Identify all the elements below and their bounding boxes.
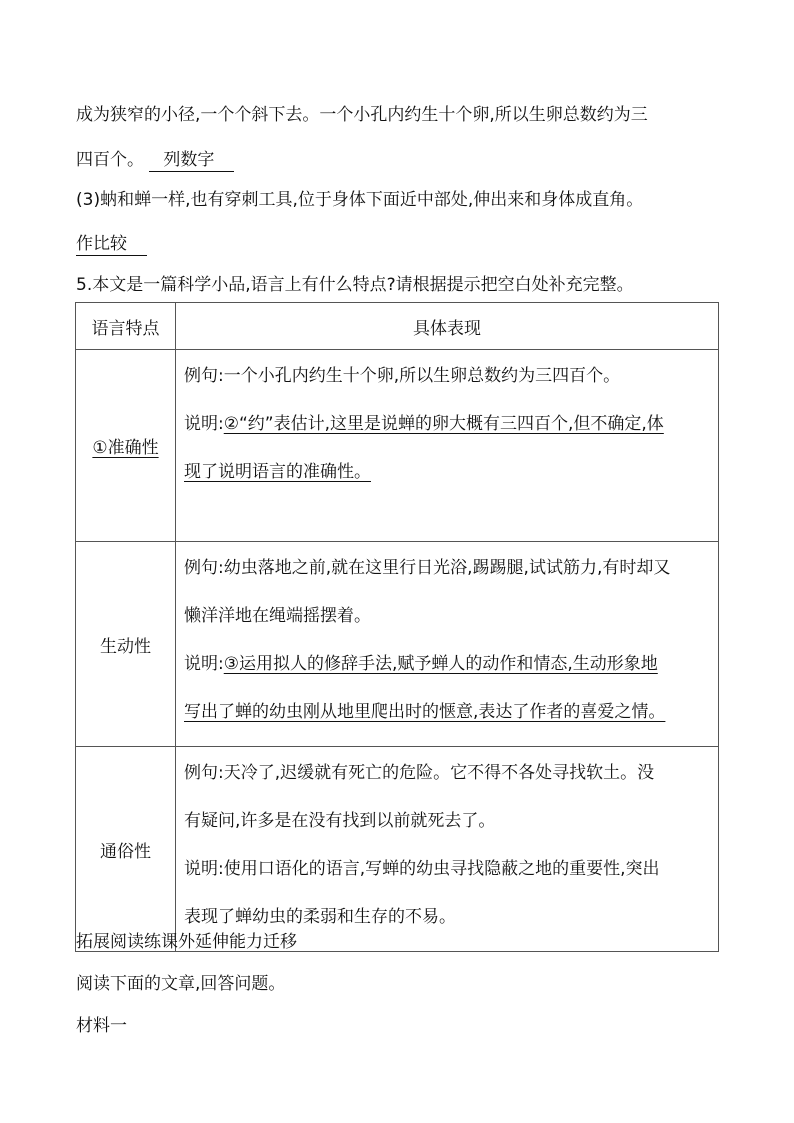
table-header-feature: 语言特点 (76, 303, 176, 350)
answer-text: 写出了蝉的幼虫刚从地里爬出时的惬意,表达了作者的喜爱之情。 (184, 702, 666, 722)
section-title: 拓展阅读练课外延伸能力迁移 (76, 932, 297, 952)
answer-text: 现了说明语言的准确性。 (184, 462, 371, 482)
example-text: 例句:幼虫落地之前,就在这里行日光浴,踢踢腿,试试筋力,有时却又 (184, 558, 671, 578)
detail-cell (176, 350, 719, 542)
table-header-row (76, 303, 719, 350)
detail-cell (176, 542, 719, 747)
reading-instruction: 阅读下面的文章,回答问题。 (76, 974, 286, 994)
table-header-detail: 具体表现 (176, 303, 719, 350)
intro-line-1: 成为狭窄的小径,一个个斜下去。一个小孔内约生十个卵,所以生卵总数约为三 (76, 105, 648, 125)
material-label: 材料一 (76, 1016, 127, 1036)
intro-line-2 (76, 148, 234, 172)
feature-cell (76, 747, 176, 952)
language-feature-table (75, 302, 719, 952)
explanation-text: 说明:②“约”表估计,这里是说蝉的卵大概有三四百个,但不确定,体 (184, 414, 664, 434)
answer-text: ③运用拟人的修辞手法,赋予蝉人的动作和情态,生动形象地 (223, 654, 658, 674)
detail-cell (176, 747, 719, 952)
explanation-text: 说明:使用口语化的语言,写蝉的幼虫寻找隐蔽之地的重要性,突出 (184, 859, 660, 879)
example-text: 例句:一个小孔内约生十个卵,所以生卵总数约为三四百个。 (184, 366, 621, 386)
feature-label: ①准确性 (92, 438, 159, 458)
answer-blank-2: 作比较 (76, 233, 147, 256)
question-5: 5.本文是一篇科学小品,语言上有什么特点?请根据提示把空白处补充完整。 (76, 275, 634, 295)
example-text-cont: 懒洋洋地在绳端摇摆着。 (184, 606, 371, 626)
table-row (76, 747, 719, 952)
explanation-text: 说明:③运用拟人的修辞手法,赋予蝉人的动作和情态,生动形象地 (184, 654, 658, 674)
table-row (76, 542, 719, 747)
table-row (76, 350, 719, 542)
example-text-cont: 有疑问,许多是在没有找到以前就死去了。 (184, 811, 496, 831)
explanation-text-cont: 表现了蝉幼虫的柔弱和生存的不易。 (184, 907, 456, 927)
example-text: 例句:天冷了,迟缓就有死亡的危险。它不得不各处寻找软土。没 (184, 763, 655, 783)
feature-label: 生动性 (100, 636, 151, 657)
feature-cell (76, 542, 176, 747)
explanation-text-cont (184, 448, 712, 496)
intro-line-3: (3)蚋和蝉一样,也有穿刺工具,位于身体下面近中部处,伸出来和身体成直角。 (76, 190, 644, 210)
intro-line-2-text: 四百个。 (76, 150, 144, 170)
answer-text: ②“约”表估计,这里是说蝉的卵大概有三四百个,但不确定,体 (223, 414, 664, 434)
intro-line-4 (76, 232, 147, 256)
feature-label: 通俗性 (100, 841, 151, 862)
explanation-text-cont (184, 688, 712, 736)
answer-blank-1: 列数字 (149, 149, 234, 172)
feature-cell (76, 350, 176, 542)
